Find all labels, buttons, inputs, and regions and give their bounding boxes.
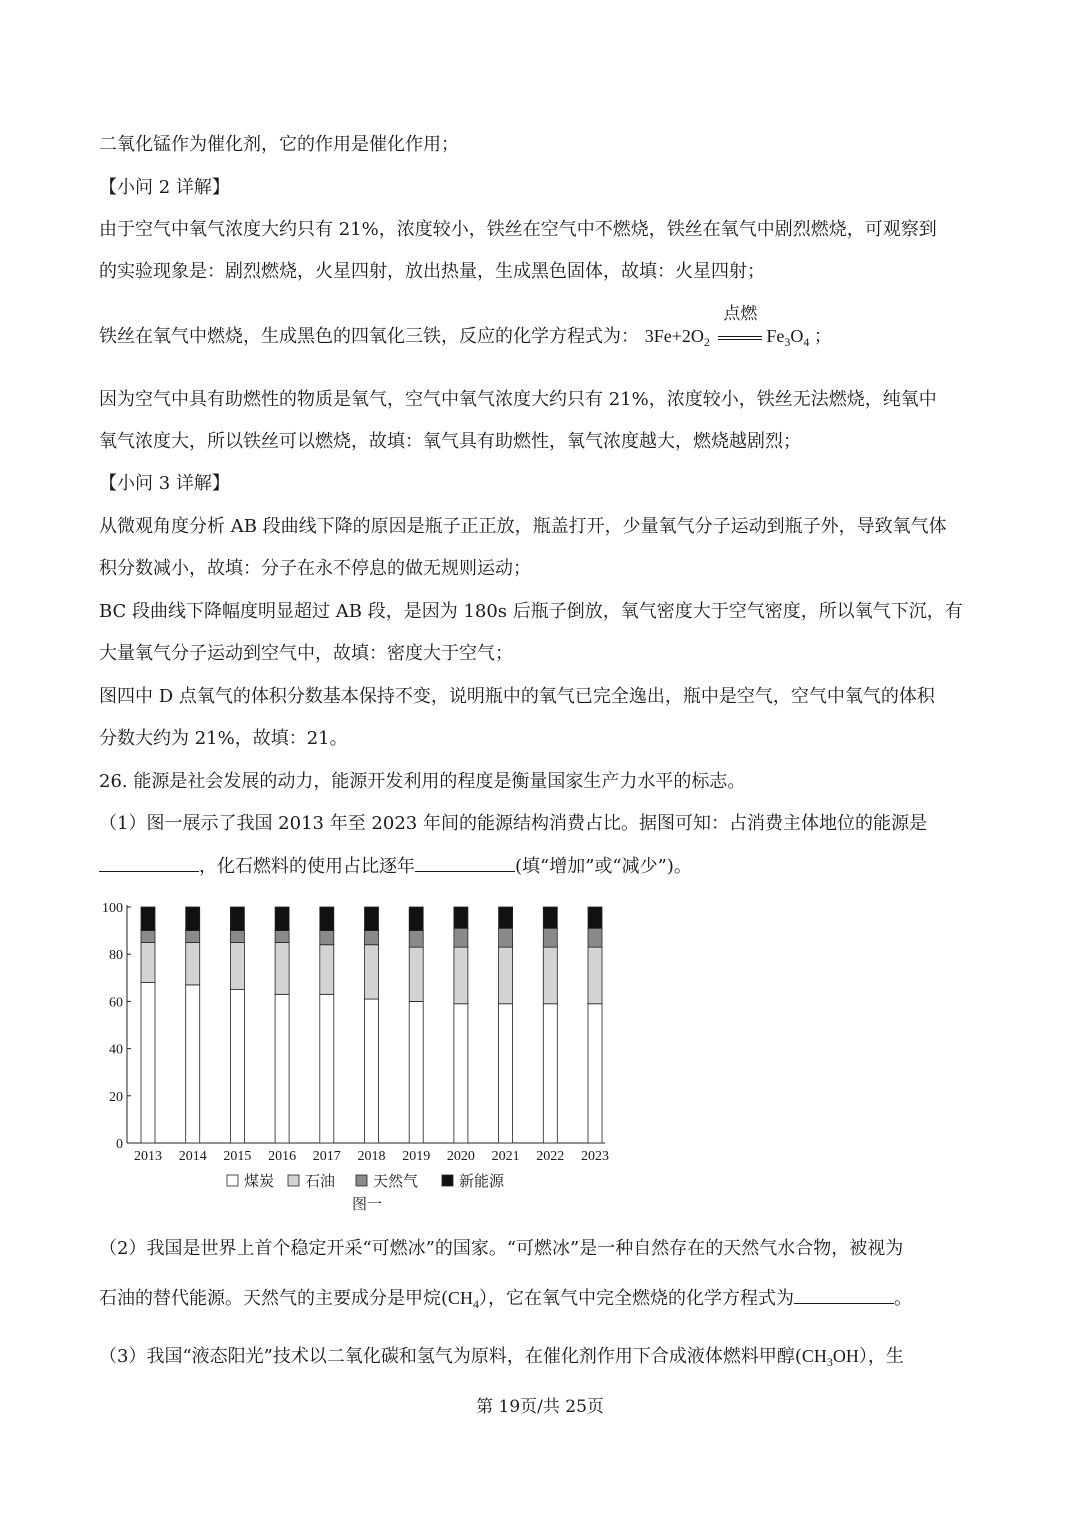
bar-segment-新能源 [141,907,155,931]
eq-o-sub: 4 [803,335,810,349]
question-26-1: （1）图一展示了我国 2013 年至 2023 年间的能源结构消费占比。据图可知：占消费主体地位的能源是 [99,813,927,834]
bar-segment-煤炭 [499,1004,513,1143]
bar-segment-天然气 [275,931,289,943]
bar-segment-天然气 [365,931,379,945]
para-11: BC 段曲线下降幅度明显超过 AB 段，是因为 180s 后瓶子倒放，氧气密度大于空气密度，所以氧气下沉，有 [99,601,963,622]
para-17b: (填“增加”或“减少”)。 [515,856,692,877]
para-19a: 石油的替代能源。天然气的主要成分是甲烷( [99,1288,449,1309]
bar-segment-新能源 [365,907,379,931]
ch4-main: CH [448,1288,474,1308]
bar-segment-煤炭 [275,994,289,1143]
legend-swatch [356,1175,367,1186]
bar-segment-石油 [275,942,289,994]
subq2-heading: 【小问 2 详解】 [99,177,230,198]
y-tick-label: 60 [109,995,123,1011]
eq-condition-text: 点燃 [723,304,758,323]
bar-segment-新能源 [543,907,557,928]
para-19b: ），它在氧气中完全燃烧的化学方程式为 [479,1288,795,1309]
subq3-heading: 【小问 3 详解】 [99,473,230,494]
question-26-1-blanks [99,853,692,880]
para-13: 图四中 D 点氧气的体积分数基本保持不变，说明瓶中的氧气已完全逸出，瓶中是空气，空气中氧气的体积 [99,686,935,707]
answer-blank-2[interactable] [415,853,515,872]
eq-tail: ； [813,326,832,346]
bar-segment-天然气 [320,931,334,945]
bar-segment-煤炭 [409,1001,423,1143]
para-17a: ，化石燃料的使用占比逐年 [199,856,415,877]
para-20b: ），生 [858,1346,904,1367]
bar-segment-天然气 [499,928,513,947]
para-14: 分数大约为 21%，故填：21。 [99,728,348,749]
x-tick-label: 2015 [223,1149,252,1164]
bar-segment-天然气 [543,928,557,947]
para-6: 因为空气中具有助燃性的物质是氧气，空气中氧气浓度大约只有 21%，浓度较小，铁丝无法燃烧，纯氧中 [99,389,937,410]
bar-segment-石油 [365,945,379,999]
page-footer: 第 19页/共 25页 [476,1397,604,1417]
bar-segment-天然气 [230,931,244,943]
energy-structure-chart [90,896,630,1226]
eq-condition [714,304,766,349]
ch3oh-a: CH [801,1346,827,1366]
para-19c: 。 [894,1288,913,1309]
question-26-2-cont [99,1285,912,1317]
bar-segment-煤炭 [588,1004,602,1143]
x-tick-label: 2018 [357,1149,386,1164]
legend-label: 新能源 [459,1174,505,1190]
bar-segment-石油 [499,947,513,1004]
ch3oh-sub: 3 [826,1355,833,1369]
chemical-equation [644,304,832,349]
para-3: 由于空气中氧气浓度大约只有 21%，浓度较小，铁丝在空气中不燃烧，铁丝在氧气中剧烈燃烧，可观察到 [99,219,937,240]
para-20a: （3）我国“液态阳光”技术以二氧化碳和氢气为原料，在催化剂作用下合成液体燃料甲醇( [99,1346,802,1367]
legend-swatch [288,1175,299,1186]
bar-segment-煤炭 [454,1004,468,1143]
para-12: 大量氧气分子运动到空气中，故填：密度大于空气； [99,643,513,664]
eq-reactants: 3Fe+2O [644,326,704,346]
x-tick-label: 2019 [402,1149,431,1164]
bar-segment-新能源 [275,907,289,931]
eq-product-o: O [790,326,804,346]
para-equation-line [99,304,832,355]
bar-segment-煤炭 [141,983,155,1143]
ch4-sub: 4 [473,1297,480,1311]
y-tick-label: 100 [102,901,123,916]
bar-segment-石油 [409,947,423,1001]
x-tick-label: 2022 [536,1149,565,1164]
y-tick-label: 80 [109,948,123,964]
y-tick-label: 40 [109,1042,123,1058]
x-tick-label: 2017 [312,1149,341,1164]
x-tick-label: 2013 [134,1149,162,1164]
bar-segment-石油 [230,942,244,989]
bar-segment-石油 [543,947,557,1004]
para-9: 从微观角度分析 AB 段曲线下降的原因是瓶子正正放，瓶盖打开，少量氧气分子运动到瓶子外，导致氧气体 [99,516,947,537]
answer-blank-1[interactable] [99,853,199,872]
para-5-text: 铁丝在氧气中燃烧，生成黑色的四氧化三铁，反应的化学方程式为： [99,326,639,347]
ch3oh-formula [801,1346,859,1369]
y-tick-label: 20 [109,1089,123,1105]
para-4: 的实验现象是：剧烈燃烧，火星四射，放出热量，生成黑色固体，故填：火星四射； [99,261,765,282]
bar-segment-石油 [186,942,200,984]
legend-label: 天然气 [373,1174,419,1190]
eq-o2-sub: 2 [703,335,710,349]
eq-fe-sub: 3 [784,335,791,349]
ch3oh-b: OH [832,1346,859,1366]
bar-segment-新能源 [320,907,334,931]
eq-product-fe: Fe [766,326,785,346]
para-1: 二氧化锰作为催化剂，它的作用是催化作用； [99,134,459,155]
bar-segment-天然气 [454,928,468,947]
bar-segment-煤炭 [186,985,200,1143]
answer-blank-3[interactable] [794,1285,894,1304]
x-tick-label: 2023 [581,1149,609,1164]
ch4-formula [448,1288,480,1311]
bar-segment-新能源 [499,907,513,928]
x-tick-label: 2016 [268,1149,297,1164]
bar-segment-煤炭 [230,990,244,1143]
question-26-2: （2）我国是世界上首个稳定开采“可燃冰”的国家。“可燃冰”是一种自然存在的天然气水合物，被视为 [99,1238,904,1259]
eq-sign [718,336,762,340]
bar-segment-新能源 [186,907,200,931]
bar-segment-煤炭 [365,999,379,1143]
legend-swatch [442,1175,453,1186]
bar-segment-煤炭 [543,1004,557,1143]
bar-segment-新能源 [588,907,602,928]
bar-segment-新能源 [230,907,244,931]
question-26-3 [99,1343,904,1375]
legend-label: 煤炭 [244,1174,275,1190]
y-tick-label: 0 [116,1137,123,1152]
bar-segment-石油 [141,942,155,982]
bar-segment-煤炭 [320,994,334,1143]
question-26: 26. 能源是社会发展的动力，能源开发利用的程度是衡量国家生产力水平的标志。 [99,771,746,792]
bar-segment-天然气 [186,931,200,943]
bar-segment-天然气 [141,931,155,943]
bar-segment-石油 [588,947,602,1004]
bar-segment-新能源 [454,907,468,928]
legend-label: 石油 [305,1174,336,1190]
legend-swatch [227,1175,238,1186]
chart-title: 图一 [351,1197,383,1213]
bar-segment-新能源 [409,907,423,931]
x-tick-label: 2021 [491,1149,520,1164]
x-tick-label: 2014 [178,1149,207,1164]
bar-segment-天然气 [588,928,602,947]
bar-segment-石油 [454,947,468,1004]
bar-segment-石油 [320,945,334,995]
x-tick-label: 2020 [446,1149,475,1164]
para-10: 积分数减小，故填：分子在永不停息的做无规则运动； [99,558,531,579]
bar-segment-天然气 [409,931,423,948]
para-7: 氧气浓度大，所以铁丝可以燃烧，故填：氧气具有助燃性，氧气浓度越大，燃烧越剧烈； [99,431,801,452]
